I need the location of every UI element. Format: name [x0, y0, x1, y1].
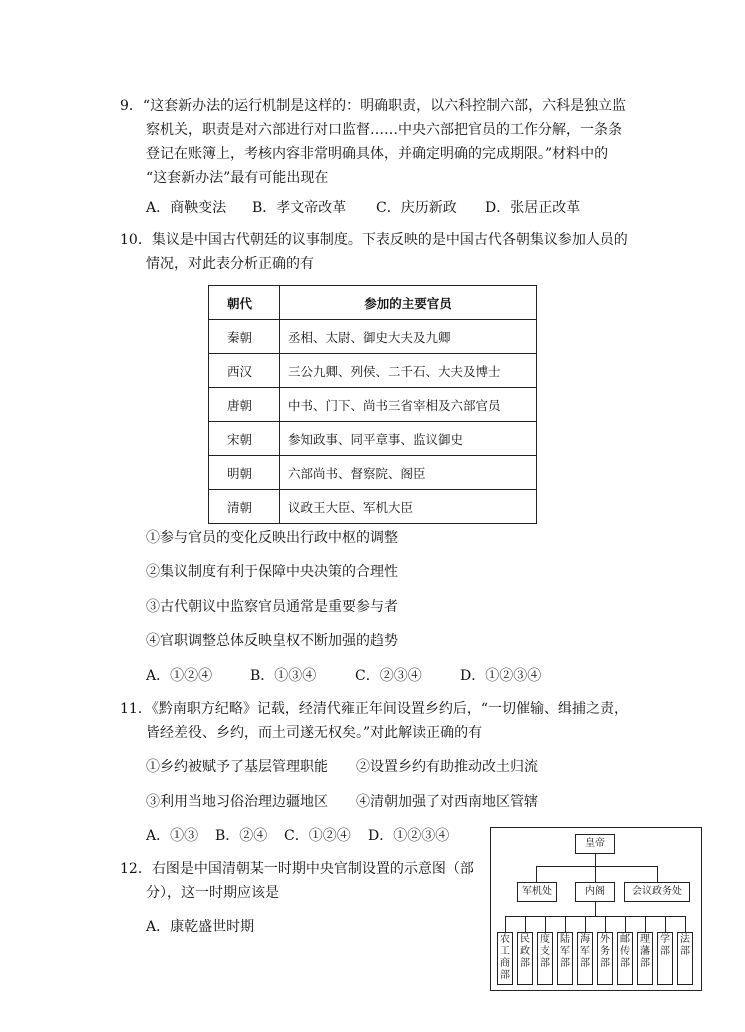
q9-line-1: 9．“这套新办法的运行机制是这样的：明确职责，以六科控制六部，六科是独立监 — [120, 98, 627, 114]
q10-statement-4: ④官职调整总体反映皇权不断加强的趋势 — [146, 633, 398, 649]
table-cell-officials: 六部尚书、督察院、阁臣 — [280, 456, 537, 490]
diagram-node-grand-secretariat: 内阁 — [575, 882, 615, 902]
table-row — [209, 456, 537, 490]
diagram-node-ministry: 学部 — [657, 932, 673, 985]
table-row — [209, 422, 537, 456]
q11-option-b[interactable]: B．②④ — [215, 828, 268, 844]
q10-statement-3: ③古代朝议中监察官员通常是重要参与者 — [146, 599, 398, 615]
diagram-node-emperor: 皇帝 — [575, 834, 615, 854]
table-row — [209, 490, 537, 524]
q12-option-a[interactable]: A．康乾盛世时期 — [146, 919, 255, 935]
q11-statement-3: ③利用当地习俗治理边疆地区 — [146, 794, 328, 810]
q11-option-c[interactable]: C．①②④ — [284, 828, 351, 844]
q11-line-2: 皆经差役、乡约，而土司遂无权矣。”对此解读正确的有 — [146, 725, 483, 741]
assembly-table — [208, 285, 537, 524]
diagram-node-ministry: 理藩部 — [637, 932, 653, 985]
table-cell-dynasty: 清朝 — [209, 490, 280, 524]
table-cell-officials: 丞相、太尉、御史大夫及九卿 — [280, 320, 537, 354]
diagram-node-ministry: 民政部 — [517, 932, 533, 985]
diagram-node-ministry: 陆军部 — [557, 932, 573, 985]
table-cell-officials: 参知政事、同平章事、监议御史 — [280, 422, 537, 456]
diagram-node-political-council: 会议政务处 — [624, 882, 690, 902]
diagram-node-ministry: 外务部 — [597, 932, 613, 985]
table-row — [209, 320, 537, 354]
q12-line-1: 12．右图是中国清朝某一时期中央官制设置的示意图（部 — [120, 861, 474, 877]
table-cell-dynasty: 明朝 — [209, 456, 280, 490]
table-cell-officials: 中书、门下、尚书三省宰相及六部官员 — [280, 388, 537, 422]
q10-statement-1: ①参与官员的变化反映出行政中枢的调整 — [146, 530, 398, 546]
table-cell-officials: 三公九卿、列侯、二千石、大夫及博士 — [280, 354, 537, 388]
table-header-officials: 参加的主要官员 — [280, 286, 537, 320]
q11-statement-2: ②设置乡约有助推动改土归流 — [356, 759, 538, 775]
table-cell-dynasty: 唐朝 — [209, 388, 280, 422]
diagram-node-ministry: 农工商部 — [497, 932, 513, 985]
q9-option-d[interactable]: D．张居正改革 — [485, 200, 581, 216]
table-cell-dynasty: 西汉 — [209, 354, 280, 388]
q10-option-b[interactable]: B．①③④ — [250, 668, 317, 684]
q9-option-b[interactable]: B．孝文帝改革 — [252, 200, 347, 216]
q9-option-c[interactable]: C．庆历新政 — [376, 200, 457, 216]
q10-line-1: 10．集议是中国古代朝廷的议事制度。下表反映的是中国古代各朝集议参加人员的 — [120, 232, 628, 248]
table-header-dynasty: 朝代 — [209, 286, 280, 320]
q10-statement-2: ②集议制度有利于保障中央决策的合理性 — [146, 564, 398, 580]
diagram-node-ministry: 海军部 — [577, 932, 593, 985]
q9-line-3: 登记在账簿上，考核内容非常明确具体，并确定明确的完成期限。”材料中的 — [146, 146, 609, 162]
table-row — [209, 388, 537, 422]
q11-statement-4: ④清朝加强了对西南地区管辖 — [356, 794, 538, 810]
central-government-diagram — [490, 827, 702, 991]
q10-line-2: 情况，对此表分析正确的有 — [146, 256, 314, 272]
q11-statement-1: ①乡约被赋予了基层管理职能 — [146, 759, 328, 775]
q11-option-d[interactable]: D．①②③④ — [368, 828, 450, 844]
table-cell-officials: 议政王大臣、军机大臣 — [280, 490, 537, 524]
q9-line-4: “这套新办法”最有可能出现在 — [146, 170, 329, 186]
q10-option-d[interactable]: D．①②③④ — [460, 668, 542, 684]
q9-line-2: 察机关，职责是对六部进行对口监督……中央六部把官员的工作分解，一条条 — [146, 122, 622, 138]
q11-option-a[interactable]: A．①③ — [146, 828, 199, 844]
q11-line-1: 11．《黔南职方纪略》记载，经清代雍正年间设置乡约后，“一切催输、缉捕之责， — [120, 701, 628, 717]
q9-option-a[interactable]: A．商鞅变法 — [146, 200, 227, 216]
table-cell-dynasty: 秦朝 — [209, 320, 280, 354]
table-header-row — [209, 286, 537, 320]
table-cell-dynasty: 宋朝 — [209, 422, 280, 456]
table-row — [209, 354, 537, 388]
diagram-node-ministry: 邮传部 — [617, 932, 633, 985]
q10-option-a[interactable]: A．①②④ — [146, 668, 213, 684]
diagram-node-ministry: 法部 — [677, 932, 693, 985]
diagram-node-ministry: 度支部 — [537, 932, 553, 985]
diagram-node-grand-council: 军机处 — [517, 882, 557, 902]
q12-line-2: 分），这一时期应该是 — [146, 885, 279, 901]
q10-option-c[interactable]: C．②③④ — [355, 668, 422, 684]
